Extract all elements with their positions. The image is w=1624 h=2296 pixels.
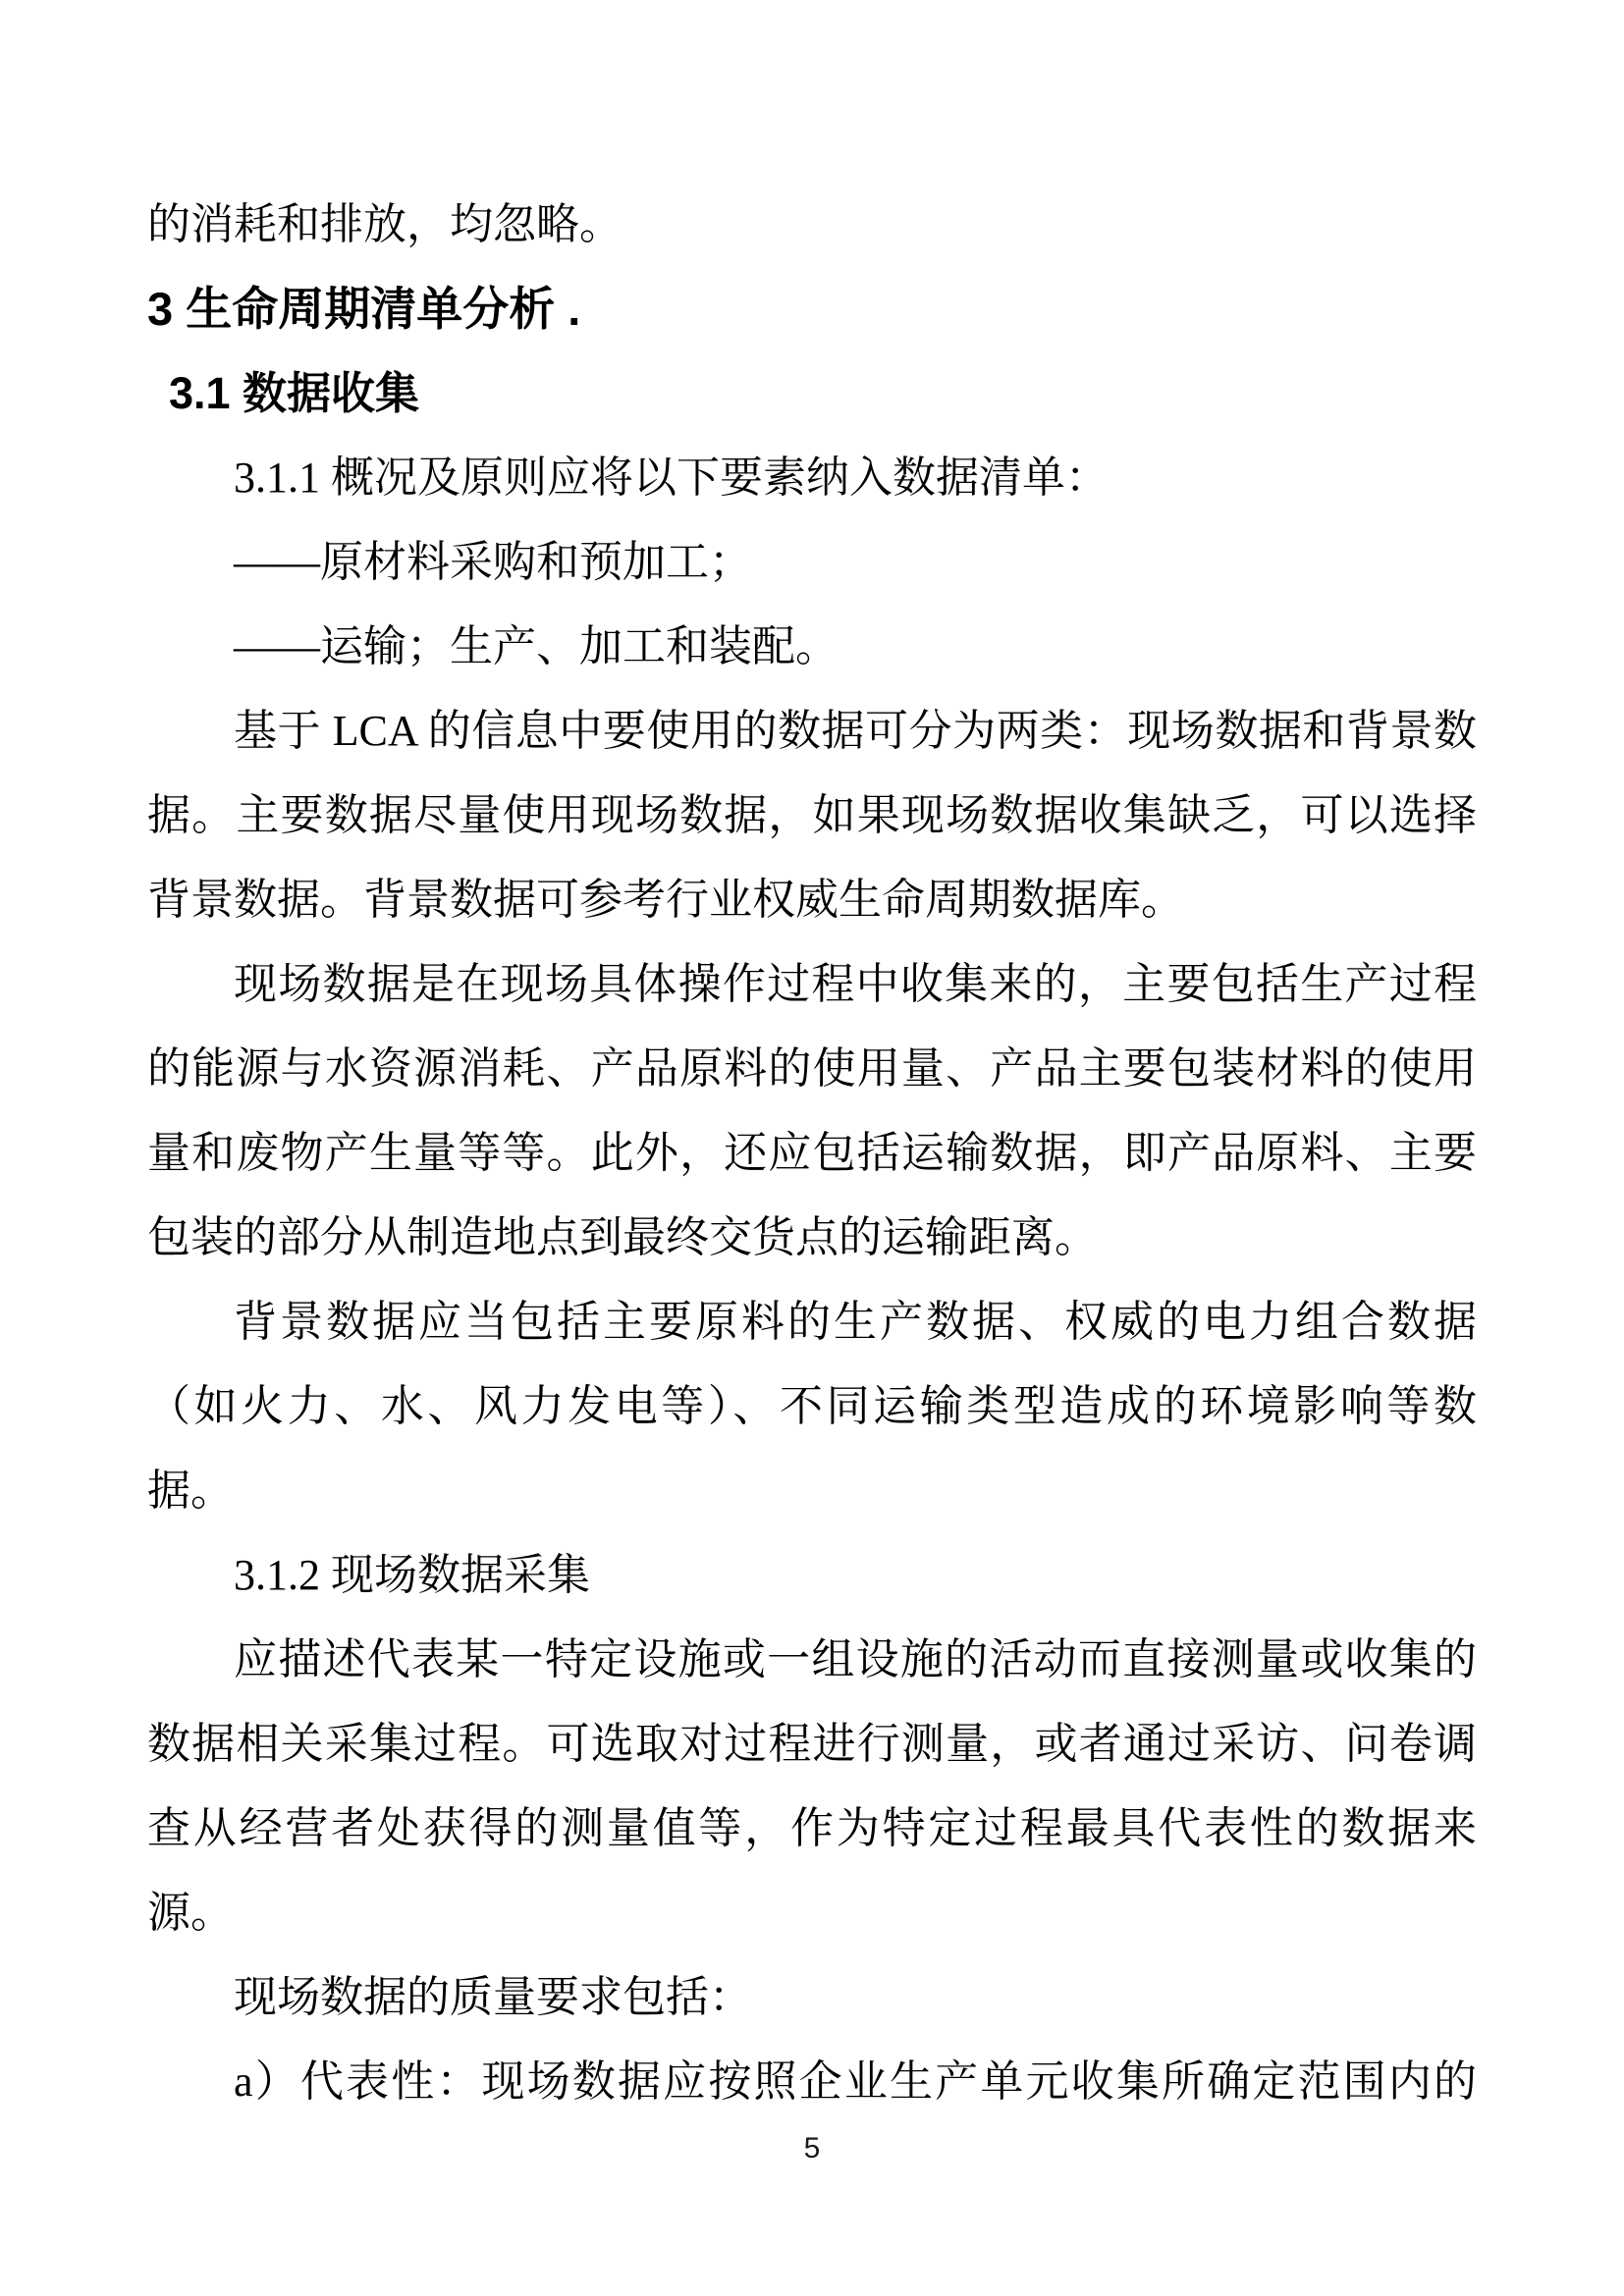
text-line: 包装的部分从制造地点到最终交货点的运输距离。 xyxy=(147,1213,1098,1261)
document-body xyxy=(147,183,1477,2124)
text-line: 3.1.1 概况及原则应将以下要素纳入数据清单： xyxy=(234,454,1109,502)
text-line: 源。 xyxy=(147,1889,234,1937)
text-line: 3.1.2 现场数据采集 xyxy=(234,1551,590,1599)
text-line: （如火力、水、风力发电等）、不同运输类型造成的环境影响等数 xyxy=(147,1382,1477,1430)
text-line: 据。 xyxy=(147,1467,234,1515)
text-line: 量和废物产生量等等。此外，还应包括运输数据，即产品原料、主要 xyxy=(147,1129,1477,1177)
text-line: ——运输；生产、加工和装配。 xyxy=(234,622,839,670)
text-line: 背景数据应当包括主要原料的生产数据、权威的电力组合数据 xyxy=(234,1298,1477,1346)
text-line: 据。主要数据尽量使用现场数据，如果现场数据收集缺乏，可以选择 xyxy=(147,791,1477,839)
text-line: 现场数据是在现场具体操作过程中收集来的，主要包括生产过程 xyxy=(234,960,1477,1008)
text-line: 现场数据的质量要求包括： xyxy=(234,1973,752,2021)
heading-h2: 3.1 数据收集 xyxy=(169,368,420,418)
text-line: 应描述代表某一特定设施或一组设施的活动而直接测量或收集的 xyxy=(234,1635,1477,1683)
text-line: 查从经营者处获得的测量值等，作为特定过程最具代表性的数据来 xyxy=(147,1804,1477,1852)
text-line: a）代表性：现场数据应按照企业生产单元收集所确定范围内的 xyxy=(234,2057,1477,2106)
text-line: 数据相关采集过程。可选取对过程进行测量，或者通过采访、问卷调 xyxy=(147,1720,1477,1768)
page-footer xyxy=(0,2132,1624,2165)
text-line: 基于 LCA 的信息中要使用的数据可分为两类：现场数据和背景数 xyxy=(234,707,1477,755)
page-number: 5 xyxy=(803,2132,821,2164)
text-line: 的消耗和排放，均忽略。 xyxy=(147,200,623,248)
text-line: 背景数据。背景数据可参考行业权威生命周期数据库。 xyxy=(147,876,1184,924)
text-line: ——原材料采购和预加工； xyxy=(234,538,752,586)
heading-h1: 3 生命周期清单分析 . xyxy=(147,283,581,335)
text-line: 的能源与水资源消耗、产品原料的使用量、产品主要包装材料的使用 xyxy=(147,1044,1477,1093)
